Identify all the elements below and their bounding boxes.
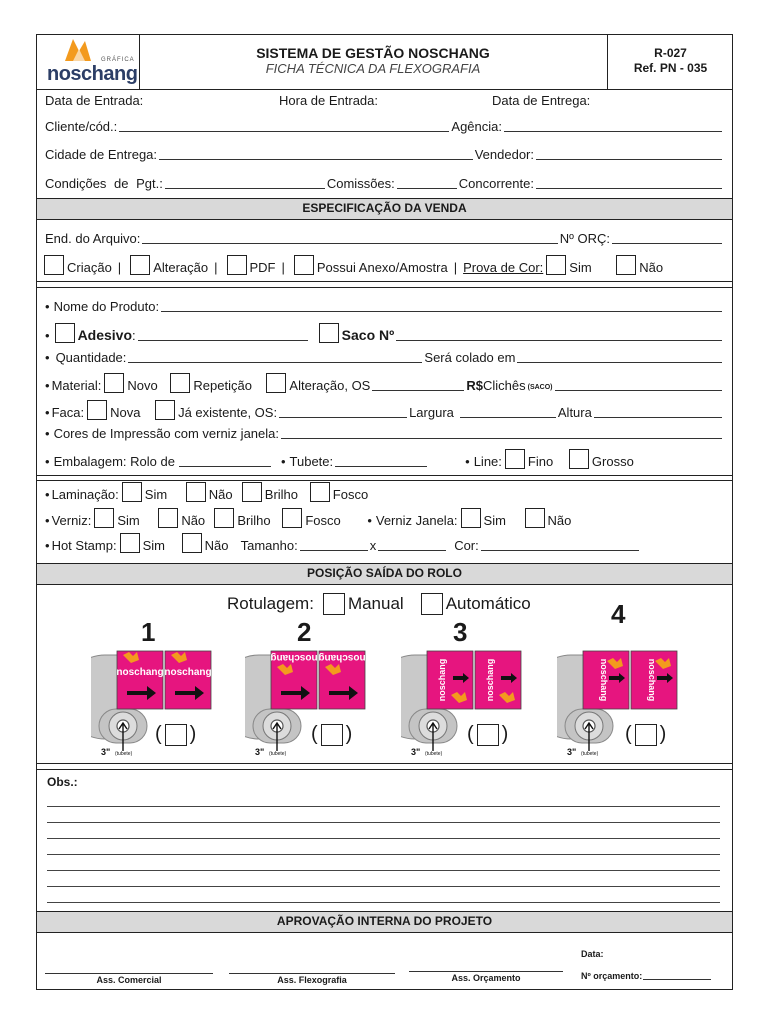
bullet: • (45, 487, 50, 502)
material-novo-checkbox[interactable] (104, 373, 124, 393)
row-faca (45, 400, 724, 420)
saco-label: Saco Nº (341, 327, 395, 343)
sign-comercial-label: Ass. Comercial (96, 975, 162, 985)
rotulagem-automatico-checkbox[interactable] (421, 593, 443, 615)
hot-stamp-sim-label: Sim (142, 538, 165, 553)
hot-stamp-label: Hot Stamp: (51, 538, 117, 553)
sign-orcamento-label: Ass. Orçamento (451, 973, 521, 983)
roll-3-choice (467, 723, 508, 746)
faca-label: Faca: (51, 405, 85, 420)
data-entrada-label: Data de Entrada: (45, 93, 144, 108)
bullet: • (367, 513, 372, 528)
obs-line[interactable] (47, 886, 720, 887)
prova-nao-checkbox[interactable] (616, 255, 636, 275)
material-label: Material: (51, 378, 102, 393)
roll-label (583, 651, 629, 709)
criacao-label: Criação (67, 260, 112, 275)
prova-label: Prova de Cor: (463, 260, 544, 275)
roll-number-1: 1 (141, 617, 156, 647)
obs-line[interactable] (47, 854, 720, 855)
row-laminacao (45, 482, 724, 502)
line-label: Line: (473, 454, 502, 469)
saco-field[interactable] (396, 340, 722, 341)
laminacao-sim-checkbox[interactable] (122, 482, 142, 502)
roll-1-choice (155, 723, 196, 746)
cidade-field[interactable] (159, 159, 473, 160)
pdf-checkbox[interactable] (227, 255, 247, 275)
divider (37, 763, 732, 764)
rotulagem-automatico-label: Automático (445, 594, 531, 613)
row-cliente (45, 119, 724, 134)
label-brand-text: noschang (164, 667, 212, 678)
roll-1-graphic (91, 647, 215, 757)
page-subtitle: FICHA TÉCNICA DA FLEXOGRAFIA (265, 61, 481, 76)
laminacao-label: Laminação: (51, 487, 119, 502)
logo (43, 37, 143, 87)
laminacao-nao-label: Não (208, 487, 233, 502)
paren-open: ( (155, 723, 162, 745)
cor-field[interactable] (481, 550, 639, 551)
alteracao-checkbox[interactable] (130, 255, 150, 275)
rotulagem-manual-checkbox[interactable] (323, 593, 345, 615)
divider (37, 480, 732, 481)
paren-close: ) (189, 723, 197, 745)
concorrente-field[interactable] (536, 188, 722, 189)
line-grosso-checkbox[interactable] (569, 449, 589, 469)
cores-field[interactable] (281, 438, 722, 439)
hot-stamp-nao-checkbox[interactable] (182, 533, 202, 553)
section-rolo-title: POSIÇÃO SAÍDA DO ROLO (307, 566, 462, 580)
bullet: • (45, 426, 50, 441)
laminacao-sim-label: Sim (144, 487, 168, 502)
end-arquivo-field[interactable] (142, 243, 557, 244)
cor-label: Cor: (454, 538, 479, 553)
condicoes-field[interactable] (165, 188, 325, 189)
rotulagem-label: Rotulagem: (227, 594, 314, 613)
tubete-label: Tubete: (289, 454, 334, 469)
comissoes-field[interactable] (397, 188, 457, 189)
agencia-field[interactable] (504, 131, 722, 132)
roll-number-3: 3 (453, 617, 468, 647)
verniz-label: Verniz: (51, 513, 92, 528)
embalagem-field[interactable] (179, 466, 271, 467)
faca-existente-checkbox[interactable] (155, 400, 175, 420)
roll-label (318, 651, 365, 709)
cidade-label: Cidade de Entrega: (45, 147, 158, 162)
section-venda-title: ESPECIFICAÇÃO DA VENDA (302, 201, 467, 215)
cliente-field[interactable] (119, 131, 449, 132)
row-hot-stamp (45, 533, 724, 553)
verniz-janela-label: Verniz Janela: (375, 513, 458, 528)
bullet: • (45, 328, 50, 343)
tubete-field[interactable] (335, 466, 427, 467)
obs-line[interactable] (47, 838, 720, 839)
sign-orcamento-line[interactable] (409, 971, 563, 972)
agencia-label: Agência: (451, 119, 502, 134)
roll-label (631, 651, 677, 709)
paren-close: ) (659, 723, 667, 745)
verniz-janela-nao-checkbox[interactable] (525, 508, 545, 528)
verniz-brilho-checkbox[interactable] (214, 508, 234, 528)
faca-nova-label: Nova (110, 405, 141, 420)
logo-flame-icon (61, 37, 97, 65)
label-brand-text: noschang (270, 652, 318, 663)
paren-open: ( (625, 723, 632, 745)
row-adesivo (45, 323, 724, 343)
material-repeticao-label: Repetição (193, 378, 252, 393)
altura-field[interactable] (594, 417, 722, 418)
n-orcamento-label: Nº orçamento: (581, 971, 643, 981)
row-material (45, 373, 724, 393)
alteracao-label: Alteração (153, 260, 209, 275)
nome-produto-label: Nome do Produto: (53, 299, 160, 314)
orc-field[interactable] (612, 243, 722, 244)
separator: | (214, 260, 218, 275)
core-tubete-label: (tubete) (425, 751, 443, 757)
roll-4-choice (625, 723, 666, 746)
row-cidade (45, 147, 724, 162)
label-sticker (117, 651, 163, 709)
divider (37, 475, 732, 476)
form-code: R-027 (654, 46, 687, 60)
core-size-label: 3" (411, 747, 421, 757)
bullet: • (45, 350, 50, 365)
colado-field[interactable] (517, 362, 722, 363)
material-alteracao-checkbox[interactable] (266, 373, 286, 393)
section-aprovacao-header (37, 911, 732, 933)
data-label: Data: (581, 949, 604, 959)
bullet: • (465, 454, 470, 469)
tamanho-x-label: x (369, 538, 377, 553)
row-condicoes (45, 176, 724, 191)
bullet: • (45, 299, 50, 314)
adesivo-field[interactable] (138, 340, 308, 341)
row-cores (45, 426, 724, 441)
divider (37, 769, 732, 770)
sign-comercial-line[interactable] (45, 973, 213, 974)
label-brand-text: noschang (647, 658, 657, 702)
divider (37, 281, 732, 282)
condicoes-label: Condições de Pgt.: (45, 176, 163, 191)
laminacao-fosco-checkbox[interactable] (310, 482, 330, 502)
quantidade-field[interactable] (128, 362, 422, 363)
section-aprovacao-title: APROVAÇÃO INTERNA DO PROJETO (276, 914, 493, 928)
anexo-label: Possui Anexo/Amostra (316, 260, 448, 275)
roll-number-2: 2 (297, 617, 312, 647)
laminacao-nao-checkbox[interactable] (186, 482, 206, 502)
faca-os-field[interactable] (279, 417, 407, 418)
line-grosso-label: Grosso (591, 454, 634, 469)
row-venda-options (41, 255, 724, 275)
hora-entrada-label: Hora de Entrada: (279, 93, 379, 108)
end-arquivo-label: End. do Arquivo: (45, 231, 141, 246)
roll-4-checkbox[interactable] (635, 724, 657, 746)
row-arquivo (45, 231, 724, 246)
rotulagem-manual-label: Manual (347, 594, 404, 613)
roll-label (116, 651, 163, 709)
obs-line[interactable] (47, 822, 720, 823)
material-repeticao-checkbox[interactable] (170, 373, 190, 393)
form-sheet (36, 34, 733, 990)
vendedor-field[interactable] (536, 159, 722, 160)
row-quantidade (45, 350, 724, 365)
verniz-janela-sim-checkbox[interactable] (461, 508, 481, 528)
nome-produto-field[interactable] (161, 311, 722, 312)
section-rolo-header (37, 563, 732, 585)
material-novo-label: Novo (127, 378, 158, 393)
verniz-janela-nao-label: Não (547, 513, 572, 528)
verniz-brilho-label: Brilho (237, 513, 271, 528)
hot-stamp-nao-label: Não (204, 538, 229, 553)
rotulagem-row (227, 593, 531, 615)
divider (37, 287, 732, 288)
sign-flexografia-label: Ass. Flexografia (277, 975, 347, 985)
cliches-label: Clichês (482, 378, 526, 393)
line-fino-checkbox[interactable] (505, 449, 525, 469)
core-size-label: 3" (255, 747, 265, 757)
core-size-label: 3" (101, 747, 111, 757)
adesivo-label: Adesivo (77, 327, 133, 343)
paren-open: ( (467, 723, 474, 745)
roll-number-4: 4 (611, 599, 626, 629)
roll-1 (91, 647, 215, 760)
label-brand-text: noschang (116, 667, 164, 678)
material-alteracao-label: Alteração, OS (289, 378, 371, 393)
comissoes-label: Comissões: (326, 176, 395, 191)
tamanho-h-field[interactable] (378, 550, 446, 551)
roll-label (164, 651, 211, 709)
laminacao-brilho-label: Brilho (264, 487, 299, 502)
faca-nova-checkbox[interactable] (87, 400, 107, 420)
embalagem-label: Embalagem: Rolo de (53, 454, 175, 469)
row-nome-produto (45, 299, 724, 314)
label-brand-text: noschang (485, 658, 495, 702)
saco-small-label: (SACO) (527, 384, 553, 391)
section-venda-header (37, 198, 732, 220)
separator: | (453, 260, 458, 275)
hot-stamp-sim-checkbox[interactable] (120, 533, 140, 553)
tamanho-label: Tamanho: (240, 538, 298, 553)
roll-3-checkbox[interactable] (477, 724, 499, 746)
pdf-label: PDF (249, 260, 276, 275)
bullet: • (280, 454, 286, 469)
criacao-checkbox[interactable] (44, 255, 64, 275)
material-os-field[interactable] (372, 390, 464, 391)
paren-close: ) (345, 723, 353, 745)
bullet: • (45, 513, 50, 528)
verniz-fosco-label: Fosco (305, 513, 341, 528)
obs-line[interactable] (47, 902, 720, 903)
saco-checkbox[interactable] (319, 323, 339, 343)
adesivo-checkbox[interactable] (55, 323, 75, 343)
label-brand-text: noschang (437, 658, 447, 702)
roll-label (475, 651, 521, 709)
vendedor-label: Vendedor: (474, 147, 534, 162)
prova-sim-checkbox[interactable] (546, 255, 566, 275)
verniz-sim-checkbox[interactable] (94, 508, 114, 528)
line-fino-label: Fino (527, 454, 554, 469)
cores-label: Cores de Impressão com verniz janela: (53, 426, 279, 441)
roll-1-checkbox[interactable] (165, 724, 187, 746)
verniz-nao-label: Não (181, 513, 206, 528)
core-tubete-label: (tubete) (115, 751, 133, 757)
obs-line[interactable] (47, 870, 720, 871)
anexo-checkbox[interactable] (294, 255, 314, 275)
cliente-label: Cliente/cód.: (45, 119, 118, 134)
logo-subtext: GRÁFICA (101, 57, 135, 63)
obs-line[interactable] (47, 806, 720, 807)
sign-flexografia-line[interactable] (229, 973, 395, 974)
colado-label: Será colado em (424, 350, 516, 365)
orc-label: Nº ORÇ: (559, 231, 610, 246)
n-orcamento-row (581, 971, 711, 981)
faca-existente-label: Já existente, OS: (178, 405, 278, 420)
label-brand-text: noschang (318, 652, 366, 663)
logo-text: noschang (47, 63, 138, 85)
prova-nao-label: Não (639, 260, 664, 275)
page-title: SISTEMA DE GESTÃO NOSCHANG (256, 45, 490, 61)
separator: | (117, 260, 122, 275)
divider (37, 89, 732, 90)
bullet: • (45, 454, 50, 469)
label-brand-text: noschang (599, 658, 609, 702)
laminacao-brilho-checkbox[interactable] (242, 482, 262, 502)
paren-open: ( (311, 723, 318, 745)
row-dates (45, 93, 724, 108)
adesivo-colon: : (132, 328, 136, 343)
tamanho-w-field[interactable] (300, 550, 368, 551)
label-sticker (165, 651, 211, 709)
laminacao-fosco-label: Fosco (332, 487, 369, 502)
quantidade-label: Quantidade: (55, 350, 127, 365)
concorrente-label: Concorrente: (458, 176, 534, 191)
prova-sim-label: Sim (569, 260, 592, 275)
obs-label: Obs.: (47, 775, 78, 789)
roll-2-checkbox[interactable] (321, 724, 343, 746)
row-verniz (45, 508, 724, 528)
core-size-label: 3" (567, 747, 577, 757)
roll-2-choice (311, 723, 352, 746)
verniz-nao-checkbox[interactable] (158, 508, 178, 528)
separator: | (281, 260, 285, 275)
core-tubete-label: (tubete) (269, 751, 287, 757)
core-tubete-label: (tubete) (581, 751, 599, 757)
paren-close: ) (501, 723, 509, 745)
bullet: • (45, 378, 50, 393)
roll-label (427, 651, 473, 709)
form-ref: Ref. PN - 035 (633, 61, 708, 75)
largura-field[interactable] (460, 417, 556, 418)
bullet: • (45, 538, 50, 553)
verniz-fosco-checkbox[interactable] (282, 508, 302, 528)
roll-label (270, 651, 317, 709)
rs-label: R$ (466, 378, 483, 393)
data-entrega-label: Data de Entrega: (492, 93, 591, 108)
n-orcamento-field[interactable] (643, 979, 711, 980)
cliches-field[interactable] (555, 390, 723, 391)
verniz-sim-label: Sim (117, 513, 140, 528)
verniz-janela-sim-label: Sim (483, 513, 506, 528)
header (37, 35, 734, 89)
largura-label: Largura (409, 405, 454, 420)
altura-label: Altura (557, 405, 592, 420)
row-embalagem (45, 449, 724, 469)
bullet: • (45, 405, 50, 420)
